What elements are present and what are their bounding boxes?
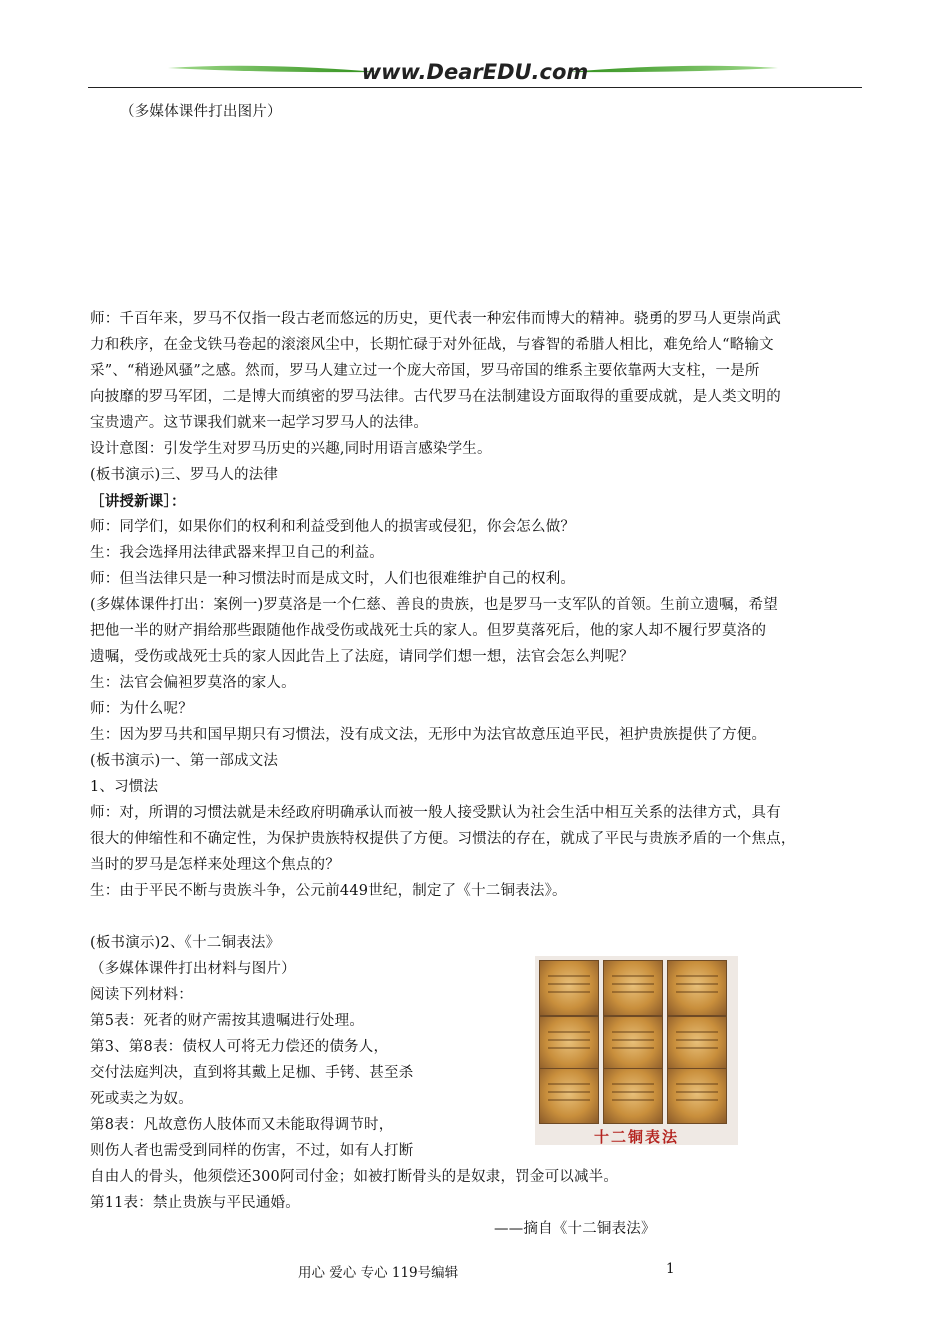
banner-swoosh-right	[568, 66, 778, 72]
text-line: (板书演示)三、罗马人的法律	[90, 467, 279, 483]
text-line: （多媒体课件打出材料与图片）	[90, 961, 296, 977]
text-line: 师：为什么呢？	[90, 701, 193, 717]
text-line: 师：对，所谓的习惯法就是未经政府明确承认而被一般人接受默认为社会生活中相互关系的法律方式，具有	[90, 805, 781, 821]
text-line: 生：我会选择用法律武器来捍卫自己的利益。	[90, 545, 384, 561]
bronze-tablet	[667, 960, 727, 1016]
text-line: (板书演示)一、第一部成文法	[90, 753, 279, 769]
bronze-tablet	[603, 960, 663, 1016]
text-line: 力和秩序，在金戈铁马卷起的滚滚风尘中，长期忙碌于对外征战，与睿智的希腊人相比，难免给人“略输文	[90, 337, 774, 353]
text-line: 师：但当法律只是一种习惯法时而是成文时，人们也很难维护自己的权利。	[90, 571, 576, 587]
text-line: 设计意图：引发学生对罗马历史的兴趣,同时用语言感染学生。	[90, 441, 492, 457]
text-line: 死或卖之为奴。	[90, 1091, 193, 1107]
text-line: 第11表：禁止贵族与平民通婚。	[90, 1195, 300, 1211]
text-line: 1、习惯法	[90, 779, 159, 795]
text-line: 当时的罗马是怎样来处理这个焦点的？	[90, 857, 340, 873]
text-line: 遗嘱，受伤或战死士兵的家人因此告上了法庭，请同学们想一想，法官会怎么判呢？	[90, 649, 634, 665]
text-line: 交付法庭判决，直到将其戴上足枷、手铐、甚至杀	[90, 1065, 414, 1081]
page-number: 1	[666, 1261, 675, 1277]
bronze-tablet	[667, 1068, 727, 1124]
twelve-tables-figure	[535, 956, 738, 1145]
text-line: 向披靡的罗马军团，二是博大而缜密的罗马法律。古代罗马在法制建设方面取得的重要成就，是人类文明的	[90, 389, 781, 405]
bronze-tablet	[667, 1016, 727, 1072]
text-line: 自由人的骨头，他须偿还300阿司付金；如被打断骨头的是奴隶，罚金可以减半。	[90, 1169, 619, 1185]
bronze-tablet	[539, 1016, 599, 1072]
bronze-tablet	[603, 1068, 663, 1124]
text-line: 师：千百年来，罗马不仅指一段古老而悠远的历史，更代表一种宏伟而博大的精神。骁勇的罗马人更崇尚武	[90, 311, 781, 327]
text-line: 第3、第8表：债权人可将无力偿还的债务人，	[90, 1039, 389, 1055]
header-rule	[88, 87, 862, 88]
text-line: 第5表：死者的财产需按其遗嘱进行处理。	[90, 1013, 365, 1029]
site-banner	[88, 58, 862, 90]
text-line: 采”、“稍逊风骚”之感。然而，罗马人建立过一个庞大帝国，罗马帝国的维系主要依靠两大支柱，一是所	[90, 363, 760, 379]
bronze-tablet	[539, 1068, 599, 1124]
text-line: 生：法官会偏袒罗莫洛的家人。	[90, 675, 296, 691]
banner-site-name: www.DearEDU.com	[361, 60, 589, 84]
text-line: (多媒体课件打出：案例一)罗莫洛是一个仁慈、善良的贵族，也是罗马一支军队的首领。生前立遗嘱，希望	[90, 597, 778, 613]
text-line: 很大的伸缩性和不确定性，为保护贵族特权提供了方便。习惯法的存在，就成了平民与贵族矛盾的一个焦点，	[90, 831, 796, 847]
source-citation: ——摘自《十二铜表法》	[494, 1221, 656, 1237]
figure-caption: 十二铜表法	[593, 1128, 679, 1146]
bronze-tablet	[539, 960, 599, 1016]
text-line: 师：同学们，如果你们的权利和利益受到他人的损害或侵犯，你会怎么做？	[90, 519, 576, 535]
text-line: 宝贵遗产。这节课我们就来一起学习罗马人的法律。	[90, 415, 429, 431]
text-line: 则伤人者也需受到同样的伤害，不过，如有人打断	[90, 1143, 414, 1159]
text-line: （多媒体课件打出图片）	[120, 104, 282, 120]
page-footer: 用心 爱心 专心 119号编辑	[298, 1265, 459, 1281]
text-line: (板书演示)2、《十二铜表法》	[90, 935, 281, 951]
text-line: 第8表：凡故意伤人肢体而又未能取得调节时，	[90, 1117, 394, 1133]
banner-swoosh-left	[168, 66, 378, 72]
text-line: 阅读下列材料：	[90, 987, 193, 1003]
bronze-tablet	[603, 1016, 663, 1072]
text-line: 生：因为罗马共和国早期只有习惯法，没有成文法，无形中为法官故意压迫平民，袒护贵族提供了方便。	[90, 727, 767, 743]
section-heading: ［讲授新课］：	[90, 493, 186, 510]
text-line: 生：由于平民不断与贵族斗争，公元前449世纪，制定了《十二铜表法》。	[90, 883, 567, 899]
text-line: 把他一半的财产捐给那些跟随他作战受伤或战死士兵的家人。但罗莫落死后，他的家人却不履行罗莫洛的	[90, 623, 767, 639]
